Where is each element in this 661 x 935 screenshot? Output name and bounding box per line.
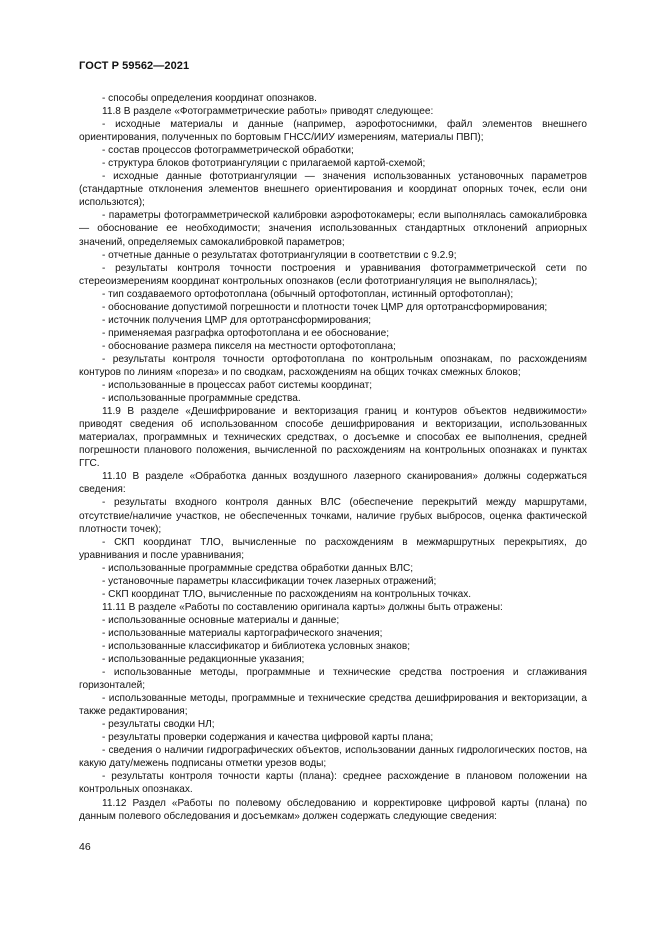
paragraph: - исходные данные фототриангуляции — значения использованных установочных параметров (стандартные отклонения элементов внешнего ориентирования и координат опорных точек, если они использются);	[79, 171, 587, 209]
paragraph: - результаты сводки НЛ;	[102, 719, 215, 731]
paragraph: - использованные методы, программные и технические средства дешифрирования и векторизации, а также редактирования;	[79, 693, 587, 718]
paragraph: - использованные основные материалы и данные;	[102, 614, 340, 626]
paragraph: - использованные методы, программные и технические средства построения и сглаживания горизонталей;	[79, 667, 587, 692]
paragraph: - отчетные данные о результатах фототриангуляции в соответствии с 9.2.9;	[102, 249, 457, 261]
document-body	[79, 92, 587, 823]
paragraph: - исходные материалы и данные (например, аэрофотоснимки, файл элементов внешнего ориентирования, полученных по бортовым ГНСС/ИИУ измерениям, материалы ПВП);	[79, 119, 587, 144]
paragraph: - источник получения ЦМР для ортотрансформирования;	[102, 314, 372, 326]
paragraph: 11.12 Раздел «Работы по полевому обследованию и корректировке цифровой карты (плана) по данным полевого обследования и досъемкам» должен содержать следующие сведения:	[79, 797, 587, 822]
paragraph: - использованные в процессах работ системы координат;	[102, 380, 373, 392]
page-number: 46	[79, 841, 91, 853]
paragraph: 11.9 В разделе «Дешифрирование и векторизация границ и контуров объектов недвижимости» приводят сведения об использованном способе дешифрирования и векторизации, использованных материалах, программных и технических средствах, о досъемке и способах ее выполнения, средней погрешности планового положения, вычисленной по расхождениям на контрольных опознаках и пунктах ГГС.	[79, 406, 587, 470]
paragraph: - применяемая разграфка ортофотоплана и ее обоснование;	[102, 327, 390, 339]
standard-header: ГОСТ Р 59562—2021	[79, 60, 190, 72]
paragraph: - сведения о наличии гидрографических объектов, использовании данных гидрологических постов, на какую дату/межень подписаны отметки урезов воды;	[79, 745, 587, 770]
paragraph: - обоснование размера пикселя на местности ортофотоплана;	[102, 340, 396, 352]
paragraph: - результаты проверки содержания и качества цифровой карты плана;	[102, 732, 434, 744]
paragraph: - СКП координат ТЛО, вычисленные по расхождениям на контрольных точках.	[102, 588, 472, 600]
paragraph: - результаты контроля точности ортофотоплана по контрольным опознакам, по расхождениям контуров по линиям «пореза» и по сводкам, расхождениям на общих точках смежных блоков;	[79, 353, 587, 378]
paragraph: - состав процессов фотограмметрической обработки;	[102, 145, 354, 157]
paragraph: - установочные параметры классификации точек лазерных отражений;	[102, 575, 437, 587]
paragraph: - использованные программные средства.	[102, 393, 301, 405]
paragraph: - использованные материалы картографического значения;	[102, 627, 383, 639]
paragraph: - способы определения координат опознаков.	[102, 93, 317, 104]
paragraph: - результаты контроля точности карты (плана): среднее расхождение в плановом положении на контрольных опознаках.	[79, 771, 587, 796]
paragraph: - тип создаваемого ортофотоплана (обычный ортофотоплан, истинный ортофотоплан);	[102, 288, 514, 300]
paragraph: - структура блоков фототриангуляции с прилагаемой картой-схемой;	[102, 158, 426, 170]
paragraph: - использованные программные средства обработки данных ВЛС;	[102, 562, 414, 574]
paragraph: - параметры фотограмметрической калибровки аэрофотокамеры; если выполнялась самокалибровка — обоснование ее необходимости; значения использованных стандартных отклонений априорных значений, определяемых самокалибровкой параметров;	[79, 210, 587, 248]
paragraph: - результаты входного контроля данных ВЛС (обеспечение перекрытий между маршрутами, отсутствие/наличие участков, не обеспеченных точками, наличие грубых выбросов, оценка фактической плотности точек);	[79, 497, 587, 535]
paragraph: 11.8 В разделе «Фотограмметрические работы» приводят следующее:	[102, 106, 434, 118]
paragraph: 11.11 В разделе «Работы по составлению оригинала карты» должны быть отражены:	[102, 601, 503, 613]
paragraph: - обоснование допустимой погрешности и плотности точек ЦМР для ортотрансформирования;	[102, 301, 548, 313]
paragraph: - использованные классификатор и библиотека условных знаков;	[102, 640, 411, 652]
paragraph: - СКП координат ТЛО, вычисленные по расхождениям в межмаршрутных перекрытиях, до уравнивания и после уравнивания;	[79, 536, 587, 561]
paragraph: - результаты контроля точности построения и уравнивания фотограмметрической сети по стереоизмерениям координат контрольных опознаков (если фототриангуляция не выполнялась);	[79, 262, 587, 287]
paragraph: - использованные редакционные указания;	[102, 654, 305, 666]
paragraph: 11.10 В разделе «Обработка данных воздушного лазерного сканирования» должны содержаться сведения:	[79, 471, 587, 496]
